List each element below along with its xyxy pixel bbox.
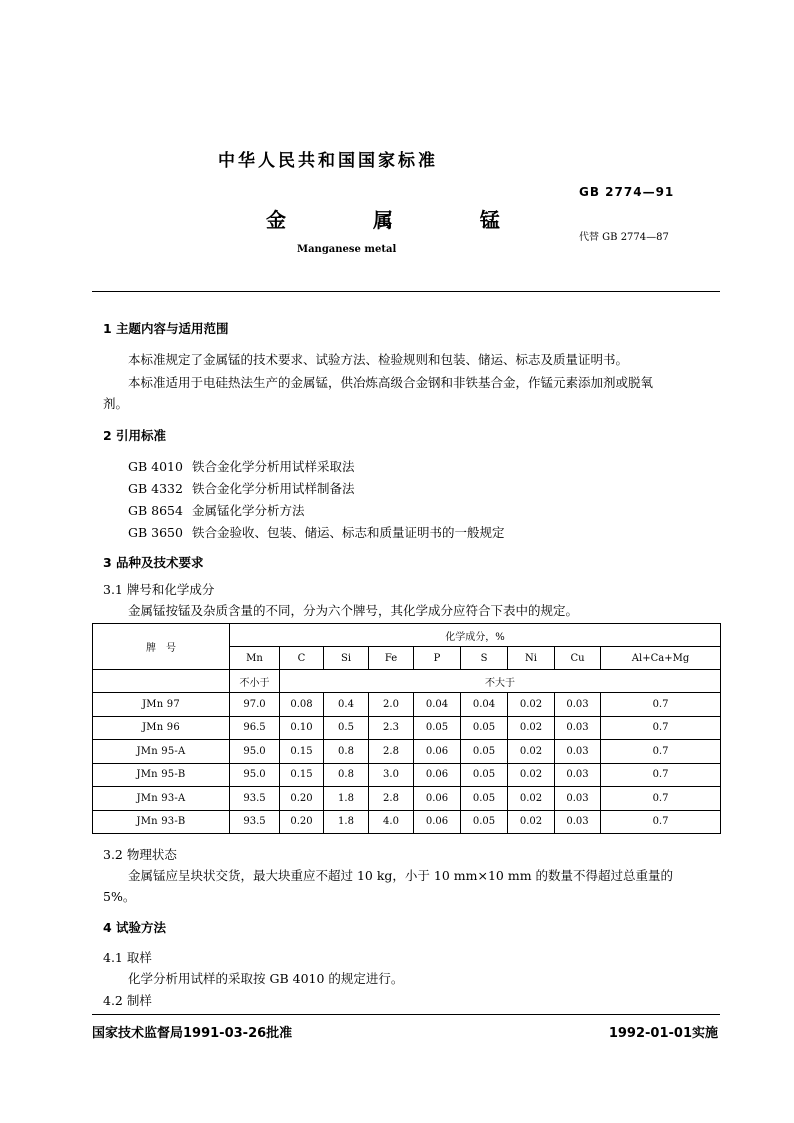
value-cell: 0.05: [461, 716, 508, 740]
section-4-heading: 4 试验方法: [103, 920, 167, 935]
value-cell: 95.0: [230, 763, 280, 787]
section-4-1-heading: 4.1 取样: [103, 950, 152, 965]
value-cell: 0.20: [280, 787, 324, 811]
reference-title: 铁合金化学分析用试样制备法: [192, 481, 355, 496]
value-cell: 97.0: [230, 693, 280, 717]
value-cell: 0.05: [461, 740, 508, 764]
value-cell: 2.3: [369, 716, 414, 740]
value-cell: 96.5: [230, 716, 280, 740]
reference-title: 金属锰化学分析方法: [192, 503, 305, 518]
english-title: Manganese metal: [297, 244, 397, 255]
table-row: [93, 810, 721, 834]
section-2-heading: 2 引用标准: [103, 428, 167, 443]
section-1-heading: 1 主题内容与适用范围: [103, 321, 229, 336]
table-row: [93, 740, 721, 764]
value-cell: 0.20: [280, 810, 324, 834]
value-cell: 0.7: [601, 787, 721, 811]
element-header-s: S: [461, 647, 508, 670]
value-cell: 93.5: [230, 810, 280, 834]
table-row: [93, 693, 721, 717]
value-cell: 0.7: [601, 740, 721, 764]
composition-header: 化学成分，%: [230, 624, 721, 647]
grade-cell: JMn 93-A: [93, 787, 230, 811]
value-cell: 4.0: [369, 810, 414, 834]
element-header-c: C: [280, 647, 324, 670]
section-4-2-heading: 4.2 制样: [103, 993, 152, 1008]
section-3-2-text-cont: 5%。: [103, 889, 136, 904]
element-header-cu: Cu: [555, 647, 601, 670]
section-3-2-text: 金属锰应呈块状交货，最大块重应不超过 10 kg，小于 10 mm×10 mm 的数量不得超过总重量的: [128, 868, 674, 883]
reference-item: [128, 501, 305, 519]
value-cell: 0.8: [324, 763, 369, 787]
reference-code: GB 4010: [128, 459, 183, 474]
max-label: 不大于: [280, 670, 721, 693]
section-4-1-text: 化学分析用试样的采取按 GB 4010 的规定进行。: [128, 971, 404, 986]
section-1-para-2: 本标准适用于电硅热法生产的金属锰，供冶炼高级合金钢和非铁基合金，作锰元素添加剂或脱氧: [128, 375, 654, 390]
min-label: 不小于: [230, 670, 280, 693]
reference-code: GB 4332: [128, 481, 183, 496]
section-3-2-heading: 3.2 物理状态: [103, 847, 177, 862]
value-cell: 3.0: [369, 763, 414, 787]
reference-code: GB 8654: [128, 503, 183, 518]
value-cell: 2.0: [369, 693, 414, 717]
value-cell: 0.10: [280, 716, 324, 740]
element-header-p: P: [414, 647, 461, 670]
value-cell: 0.4: [324, 693, 369, 717]
value-cell: 0.03: [555, 716, 601, 740]
value-cell: 1.8: [324, 787, 369, 811]
effective-date: 1992-01-01实施: [608, 1026, 718, 1041]
reference-code: GB 3650: [128, 525, 183, 540]
replaces-standard: 代替 GB 2774—87: [579, 232, 669, 243]
value-cell: 0.5: [324, 716, 369, 740]
value-cell: 0.7: [601, 716, 721, 740]
national-standard-heading: 中华人民共和国国家标准: [218, 151, 438, 171]
value-cell: 2.8: [369, 740, 414, 764]
value-cell: 0.05: [461, 787, 508, 811]
value-cell: 1.8: [324, 810, 369, 834]
value-cell: 0.02: [508, 740, 555, 764]
value-cell: 0.06: [414, 810, 461, 834]
footer-divider: [92, 1014, 720, 1015]
value-cell: 0.02: [508, 763, 555, 787]
value-cell: 0.7: [601, 763, 721, 787]
value-cell: 2.8: [369, 787, 414, 811]
value-cell: 0.06: [414, 763, 461, 787]
value-cell: 0.02: [508, 693, 555, 717]
section-3-1-heading: 3.1 牌号和化学成分: [103, 582, 215, 597]
table-row: [93, 716, 721, 740]
chemical-composition-table: [92, 623, 721, 834]
section-3-1-text: 金属锰按锰及杂质含量的不同，分为六个牌号，其化学成分应符合下表中的规定。: [128, 603, 579, 618]
value-cell: 0.05: [461, 763, 508, 787]
value-cell: 0.8: [324, 740, 369, 764]
value-cell: 0.03: [555, 740, 601, 764]
value-cell: 0.04: [414, 693, 461, 717]
grade-cell: JMn 95-A: [93, 740, 230, 764]
table-cell: [93, 670, 230, 693]
value-cell: 0.02: [508, 716, 555, 740]
value-cell: 0.06: [414, 740, 461, 764]
value-cell: 0.02: [508, 810, 555, 834]
value-cell: 0.15: [280, 740, 324, 764]
grade-cell: JMn 95-B: [93, 763, 230, 787]
table-row: [93, 763, 721, 787]
document-title: 金 属 锰: [266, 208, 540, 232]
value-cell: 0.08: [280, 693, 324, 717]
reference-title: 铁合金化学分析用试样采取法: [192, 459, 355, 474]
value-cell: 0.7: [601, 810, 721, 834]
reference-title: 铁合金验收、包装、储运、标志和质量证明书的一般规定: [192, 525, 505, 540]
element-header-fe: Fe: [369, 647, 414, 670]
value-cell: 0.02: [508, 787, 555, 811]
value-cell: 0.7: [601, 693, 721, 717]
value-cell: 93.5: [230, 787, 280, 811]
grade-cell: JMn 93-B: [93, 810, 230, 834]
element-header-mn: Mn: [230, 647, 280, 670]
grade-cell: JMn 97: [93, 693, 230, 717]
value-cell: 0.03: [555, 763, 601, 787]
value-cell: 0.03: [555, 693, 601, 717]
element-header-si: Si: [324, 647, 369, 670]
value-cell: 0.03: [555, 810, 601, 834]
approval-note: 国家技术监督局1991-03-26批准: [92, 1026, 293, 1041]
grade-cell: JMn 96: [93, 716, 230, 740]
section-1-para-1: 本标准规定了金属锰的技术要求、试验方法、检验规则和包装、储运、标志及质量证明书。: [128, 352, 629, 367]
value-cell: 0.05: [414, 716, 461, 740]
table-row: [93, 787, 721, 811]
value-cell: 0.03: [555, 787, 601, 811]
value-cell: 0.15: [280, 763, 324, 787]
value-cell: 0.06: [414, 787, 461, 811]
element-header-ni: Ni: [508, 647, 555, 670]
section-3-heading: 3 品种及技术要求: [103, 555, 204, 570]
reference-item: [128, 457, 355, 475]
reference-item: [128, 479, 355, 497]
value-cell: 0.04: [461, 693, 508, 717]
value-cell: 0.05: [461, 810, 508, 834]
value-cell: 95.0: [230, 740, 280, 764]
element-header-al-ca-mg: Al+Ca+Mg: [601, 647, 721, 670]
reference-item: [128, 523, 505, 541]
standard-code: GB 2774—91: [579, 185, 675, 199]
section-1-para-2-cont: 剂。: [103, 396, 129, 411]
grade-column-header: 牌 号: [93, 624, 230, 670]
header-divider: [92, 291, 720, 292]
